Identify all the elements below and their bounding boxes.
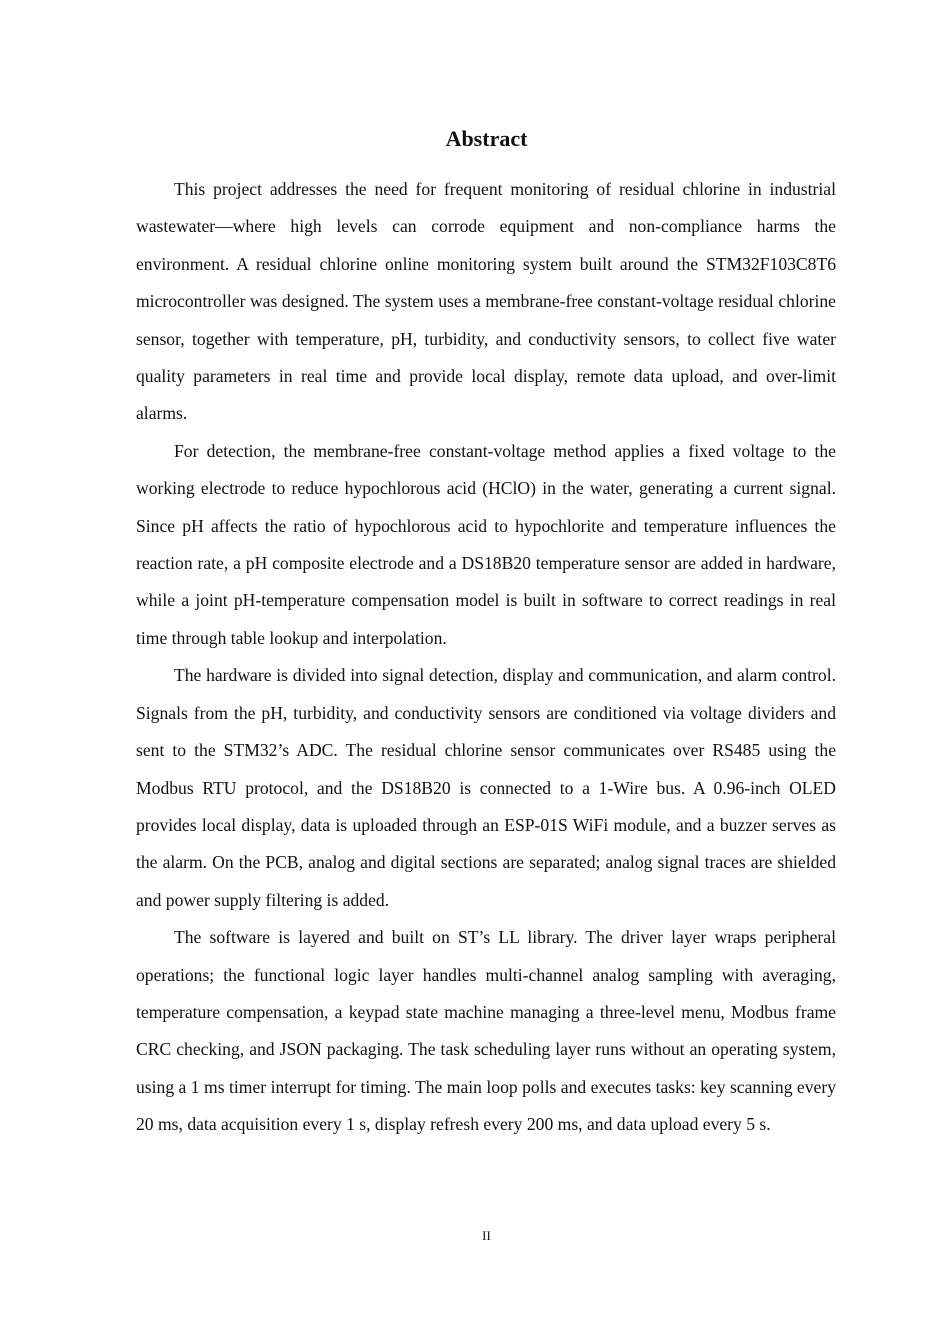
- paragraph-4: The software is layered and built on ST’s LL library. The driver layer wraps peripheral operations; the functional logic layer handles multi-channel analog sampling with averaging, temperature compensation, a keypad state machine managing a three-level menu, Modbus frame CRC checking, and JSON packaging. The task scheduling layer runs without an operating system, using a 1 ms timer interrupt for timing. The main loop polls and executes tasks: key scanning every 20 ms, data acquisition every 1 s, display refresh every 200 ms, and data upload every 5 s.: [136, 927, 836, 1135]
- paragraph-2: For detection, the membrane-free constant-voltage method applies a fixed voltage to the working electrode to reduce hypochlorous acid (HClO) in the water, generating a current signal. Since pH affects the ratio of hypochlorous acid to hypochlorite and temperature influences the reaction rate, a pH composite electrode and a DS18B20 temperature sensor are added in hardware, while a joint pH-temperature compensation model is built in software to correct readings in real time through table lookup and interpolation.: [136, 440, 836, 648]
- abstract-body: [136, 171, 836, 1144]
- paragraph-1: This project addresses the need for frequent monitoring of residual chlorine in industrial wastewater—where high levels can corrode equipment and non-compliance harms the environment. A residual chlorine online monitoring system built around the STM32F103C8T6 microcontroller was designed. The system uses a membrane-free constant-voltage residual chlorine sensor, together with temperature, pH, turbidity, and conductivity sensors, to collect five water quality parameters in real time and provide local display, remote data upload, and over-limit alarms.: [136, 179, 836, 424]
- page-number: II: [482, 1228, 491, 1243]
- page-title: Abstract: [445, 126, 528, 151]
- paragraph-3: The hardware is divided into signal detection, display and communication, and alarm control. Signals from the pH, turbidity, and conductivity sensors are conditioned via voltage dividers and sent to the STM32’s ADC. The residual chlorine sensor communicates over RS485 using the Modbus RTU protocol, and the DS18B20 is connected to a 1-Wire bus. A 0.96-inch OLED provides local display, data is uploaded through an ESP-01S WiFi module, and a buzzer serves as the alarm. On the PCB, analog and digital sections are separated; analog signal traces are shielded and power supply filtering is added.: [136, 665, 836, 910]
